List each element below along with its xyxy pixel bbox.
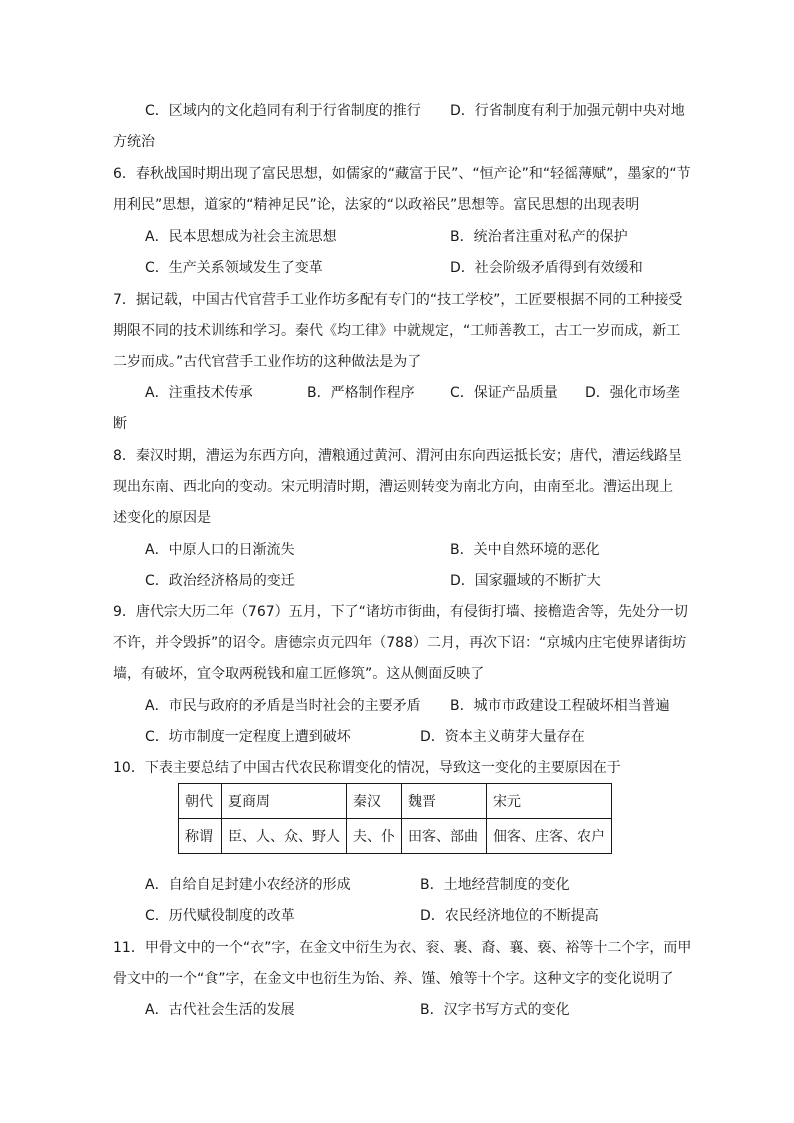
- table-cell: 宋元: [487, 784, 612, 819]
- table-cell: 田客、部曲: [402, 819, 487, 854]
- q6-stem-line2: 用利民”思想，道家的“精神足民”论，法家的“以政裕民”思想等。富民思想的出现表明: [113, 197, 640, 213]
- table-cell: 夫、仆: [347, 819, 402, 854]
- q6-option-d: D．社会阶级矛盾得到有效缓和: [450, 260, 643, 276]
- table-cell: 秦汉: [347, 784, 402, 819]
- q8-stem-line1: 8．秦汉时期，漕运为东西方向，漕粮通过黄河、渭河由东向西运抵长安；唐代，漕运线路呈: [113, 448, 682, 464]
- q9-option-d: D．资本主义萌芽大量存在: [420, 729, 585, 745]
- table-cell: 魏晋: [402, 784, 487, 819]
- q5-option-d-continued: 方统治: [113, 134, 155, 150]
- q7-stem-line2: 期限不同的技术训练和学习。秦代《均工律》中就规定，“工师善教工，古工一岁而成，新工: [113, 323, 681, 339]
- q11-option-b: B．汉字书写方式的变化: [420, 1002, 570, 1018]
- q6-option-b: B．统治者注重对私产的保护: [450, 229, 628, 245]
- q10-stem: 10．下表主要总结了中国古代农民称谓变化的情况，导致这一变化的主要原因在于: [113, 760, 621, 776]
- q10-option-d: D．农民经济地位的不断提高: [420, 908, 599, 924]
- q11-stem-line1: 11．甲骨文中的一个“衣”字，在金文中衍生为衣、衮、裹、裔、襄、亵、裕等十二个字，而甲: [113, 940, 692, 956]
- q9-option-b: B．城市市政建设工程破坏相当普遍: [450, 698, 670, 714]
- q7-option-d: D．强化市场垄: [585, 385, 680, 401]
- q10-option-a: A．自给自足封建小农经济的形成: [145, 877, 351, 893]
- q6-option-a: A．民本思想成为社会主流思想: [145, 229, 337, 245]
- q7-stem-line1: 7．据记载，中国古代官营手工业作坊多配有专门的“技工学校”，工匠要根据不同的工种接受: [113, 292, 683, 308]
- q5-option-d: D．行省制度有利于加强元朝中央对地: [450, 103, 685, 119]
- table-cell: 臣、人、众、野人: [222, 819, 347, 854]
- q6-option-c: C．生产关系领域发生了变革: [145, 260, 323, 276]
- q9-option-c: C．坊市制度一定程度上遭到破坏: [145, 729, 351, 745]
- q10-option-b: B．土地经营制度的变化: [420, 877, 570, 893]
- q11-stem-line2: 骨文中的一个“食”字，在金文中也衍生为饴、养、馑、飧等十个字。这种文字的变化说明了: [113, 971, 674, 987]
- q8-option-d: D．国家疆域的不断扩大: [450, 573, 601, 589]
- table-cell: 称谓: [179, 819, 222, 854]
- table-cell: 朝代: [179, 784, 222, 819]
- q9-stem-line1: 9．唐代宗大历二年（767）五月，下了“诸坊市街曲，有侵街打墙、接檐造舍等，先处分一切: [113, 604, 688, 620]
- q11-option-a: A．古代社会生活的发展: [145, 1002, 295, 1018]
- q10-option-c: C．历代赋役制度的改革: [145, 908, 295, 924]
- peasant-title-table: [178, 783, 612, 854]
- q6-stem-line1: 6．春秋战国时期出现了富民思想，如儒家的“藏富于民”、“恒产论”和“轻徭薄赋”，墨家的“节: [113, 166, 691, 182]
- q8-option-c: C．政治经济格局的变迁: [145, 573, 295, 589]
- table-cell: 夏商周: [222, 784, 347, 819]
- q8-option-a: A．中原人口的日渐流失: [145, 542, 295, 558]
- q9-option-a: A．市民与政府的矛盾是当时社会的主要矛盾: [145, 698, 421, 714]
- q5-option-c: C．区域内的文化趋同有利于行省制度的推行: [145, 103, 421, 119]
- q9-stem-line3: 墙，有破坏，宜令取两税钱和雇工匠修筑”。这从侧面反映了: [113, 666, 485, 682]
- q7-stem-line3: 二岁而成。”古代官营手工业作坊的这种做法是为了: [113, 354, 422, 370]
- q8-option-b: B．关中自然环境的恶化: [450, 542, 600, 558]
- table-row: [179, 819, 612, 854]
- q8-stem-line2: 现出东南、西北向的变动。宋元明清时期，漕运则转变为南北方向，由南至北。漕运出现上: [113, 479, 673, 495]
- q7-option-d-continued: 断: [113, 416, 127, 432]
- q9-stem-line2: 不许，并令毁拆”的诏令。唐德宗贞元四年（788）二月，再次下诏：“京城内庄宅使界诸街坊: [113, 635, 687, 651]
- table-cell: 佃客、庄客、农户: [487, 819, 612, 854]
- table-row: [179, 784, 612, 819]
- q7-option-c: C．保证产品质量: [450, 385, 558, 401]
- q8-stem-line3: 述变化的原因是: [113, 510, 211, 526]
- q7-option-a: A．注重技术传承: [145, 385, 253, 401]
- q7-option-b: B．严格制作程序: [307, 385, 415, 401]
